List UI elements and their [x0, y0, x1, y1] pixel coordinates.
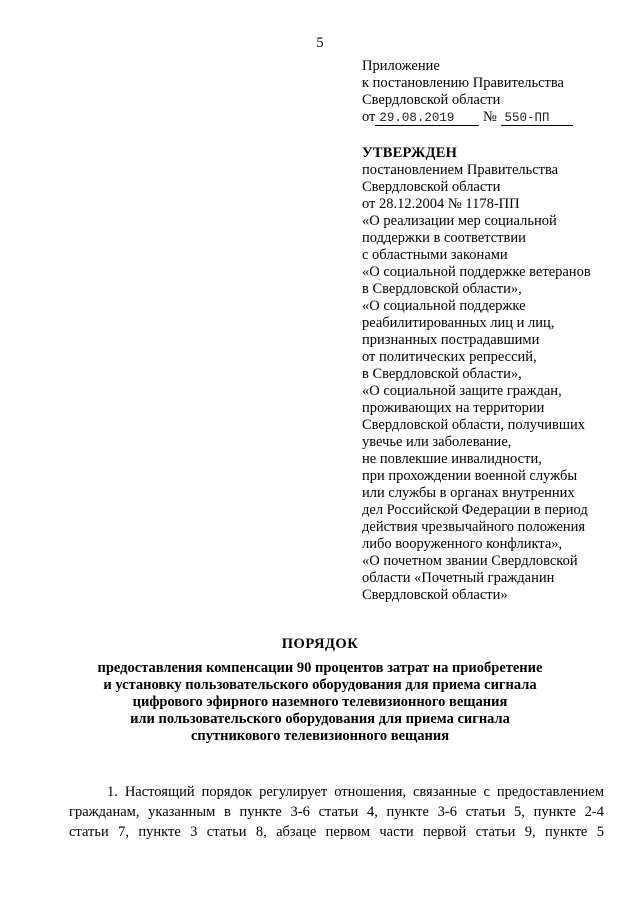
body-line-1: 1. Настоящий порядок регулирует отношения, связанные с предоставлением: [107, 784, 604, 800]
approved-line: Свердловской области: [362, 179, 501, 195]
page-number: 5: [316, 35, 324, 51]
approved-line: Свердловской области, получивших: [362, 417, 586, 433]
approved-line: в Свердловской области»,: [362, 366, 522, 382]
approved-line: при прохождении военной службы: [362, 468, 578, 484]
appendix-line-3: Свердловской области: [362, 92, 501, 108]
approved-line: постановлением Правительства: [362, 162, 559, 178]
date-prefix: от: [362, 109, 376, 125]
order-heading: [60, 636, 580, 745]
approved-line: с областными законами: [362, 247, 508, 263]
approved-line: Свердловской области»: [362, 587, 508, 603]
body-line-3: статьи 7, пункте 3 статьи 8, абзаце первом части первой статьи 9, пункте 5: [69, 824, 604, 840]
appendix-line-2: к постановлению Правительства: [362, 75, 564, 91]
appendix-block: [362, 58, 632, 126]
body-line-2: гражданам, указанным в пункте 3-6 статьи 4, пункте 3-6 статьи 5, пункте 2-4: [69, 804, 604, 820]
approved-line: поддержки в соответствии: [362, 230, 526, 246]
approved-line: в Свердловской области»,: [362, 281, 522, 297]
order-subtitle-line: цифрового эфирного наземного телевизионного вещания: [132, 694, 508, 710]
body-paragraph: [69, 782, 604, 842]
order-subtitle-line: и установку пользовательского оборудования для приема сигнала: [103, 677, 537, 693]
date-field: 29.08.2019: [375, 112, 479, 126]
order-title: ПОРЯДОК: [281, 636, 359, 652]
number-prefix: №: [483, 109, 497, 125]
approved-line: действия чрезвычайного положения: [362, 519, 586, 535]
approved-line: реабилитированных лиц и лиц,: [362, 315, 555, 331]
order-subtitle-line: предоставления компенсации 90 процентов затрат на приобретение: [97, 660, 543, 676]
approved-title: УТВЕРЖДЕН: [362, 145, 458, 161]
approved-line: «О социальной защите граждан,: [362, 383, 562, 399]
approved-line: области «Почетный гражданин: [362, 570, 555, 586]
approved-line: дел Российской Федерации в период: [362, 502, 588, 518]
approved-line: увечье или заболевание,: [362, 434, 512, 450]
approved-block: [362, 145, 637, 604]
approved-line: от 28.12.2004 № 1178-ПП: [362, 196, 520, 212]
approved-line: или службы в органах внутренних: [362, 485, 575, 501]
approved-line: признанных пострадавшими: [362, 332, 540, 348]
order-subtitle-line: или пользовательского оборудования для приема сигнала: [130, 711, 510, 727]
approved-line: «О социальной поддержке: [362, 298, 526, 314]
number-field: 550-ПП: [501, 112, 573, 126]
approved-line: «О социальной поддержке ветеранов: [362, 264, 591, 280]
approved-line: «О почетном звании Свердловской: [362, 553, 578, 569]
appendix-title: Приложение: [362, 58, 440, 74]
approved-line: не повлекшие инвалидности,: [362, 451, 542, 467]
order-subtitle-line: спутникового телевизионного вещания: [190, 728, 450, 744]
approved-line: либо вооруженного конфликта»,: [362, 536, 563, 552]
approved-line: от политических репрессий,: [362, 349, 537, 365]
approved-line: «О реализации мер социальной: [362, 213, 557, 229]
approved-line: проживающих на территории: [362, 400, 545, 416]
appendix-date-number-line: [362, 109, 632, 126]
